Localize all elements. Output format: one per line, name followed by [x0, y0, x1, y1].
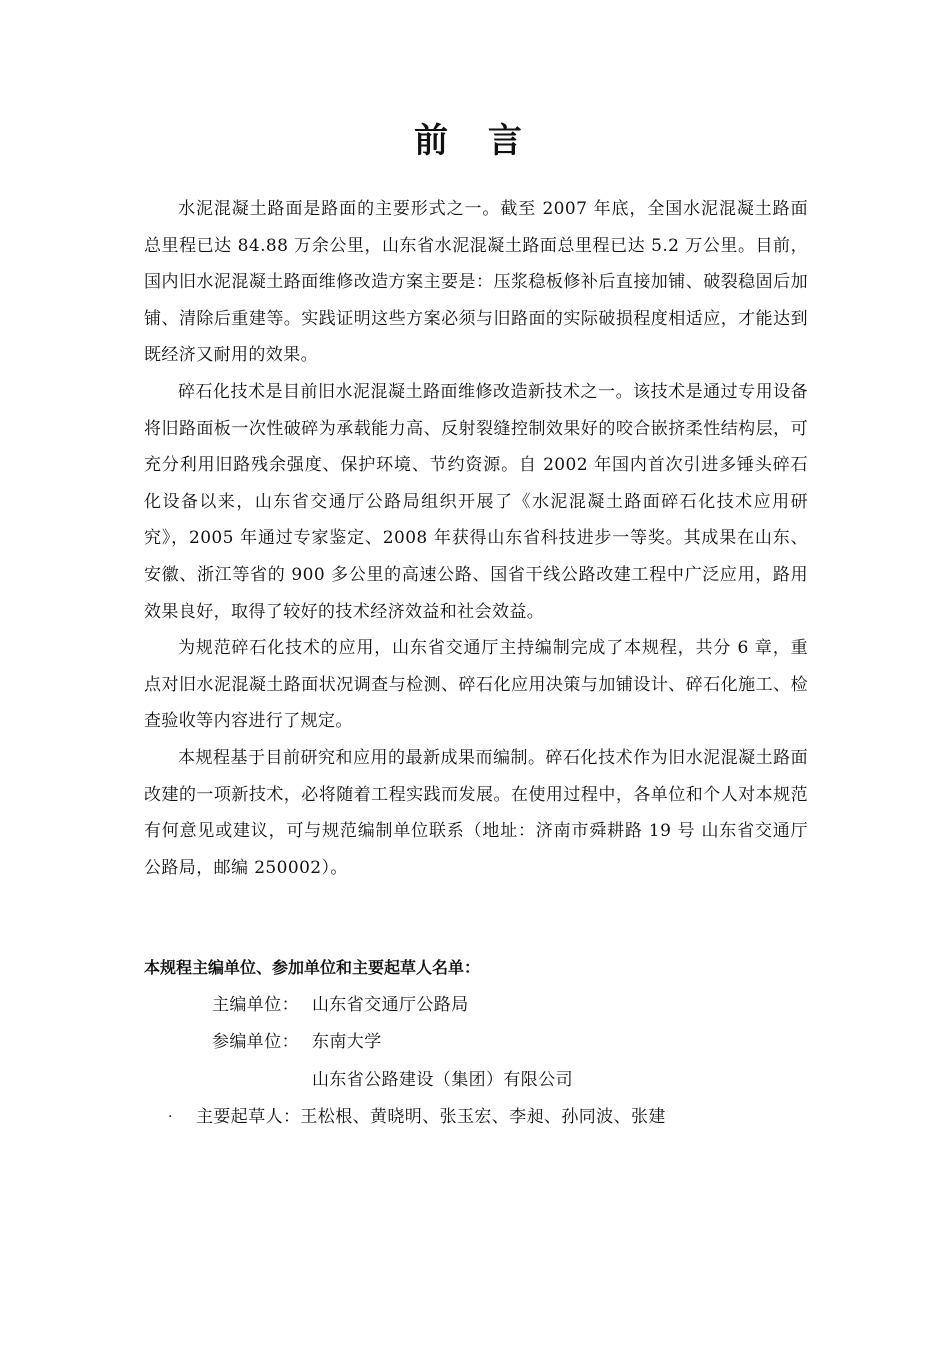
drafters-value: 王松根、黄晓明、张玉宏、李昶、孙同波、张建: [300, 1107, 666, 1127]
paragraph-1: 水泥混凝土路面是路面的主要形式之一。截至 2007 年底，全国水泥混凝土路面总里程已达 84.88 万余公里，山东省水泥混凝土路面总里程已达 5.2 万公里。目前，国内旧水泥混凝土路面维修改造方案主要是：压浆稳板修补后直接加铺、破裂稳固后加铺、清除后重建等。实践证明这些方案必须与旧路面的实际破损程度相适应，才能达到既经济又耐用的效果。: [144, 199, 808, 366]
credits-heading: 本规程主编单位、参加单位和主要起草人名单：: [144, 958, 481, 977]
participating-unit-label: 参编单位：: [212, 1032, 299, 1052]
participating-unit-value-2: 山东省公路建设（集团）有限公司: [312, 1070, 573, 1090]
drafters-row: [196, 1103, 666, 1131]
page-title: 前 言: [414, 121, 536, 161]
preface-body: [144, 191, 808, 886]
drafters-label: 主要起草人：: [196, 1107, 301, 1127]
chief-unit-label: 主编单位：: [212, 995, 299, 1015]
chief-unit-row: [212, 991, 469, 1019]
chief-unit-value: 山东省交通厅公路局: [312, 995, 469, 1015]
participating-unit-row: [212, 1028, 382, 1056]
paragraph-4: 本规程基于目前研究和应用的最新成果而编制。碎石化技术作为旧水泥混凝土路面改建的一项新技术，必将随着工程实践而发展。在使用过程中，各单位和个人对本规范有何意见或建议，可与规范编制单位联系（地址：济南市舜耕路 19 号 山东省交通厅公路局，邮编 250002）。: [144, 747, 808, 878]
participating-unit-row-2: [312, 1066, 573, 1094]
paragraph-3: 为规范碎石化技术的应用，山东省交通厅主持编制完成了本规程，共分 6 章，重点对旧水泥混凝土路面状况调查与检测、碎石化应用决策与加铺设计、碎石化施工、检查验收等内容进行了规定。: [144, 638, 808, 732]
stray-dot-mark: ·: [168, 1109, 173, 1125]
participating-unit-value-1: 东南大学: [312, 1032, 382, 1052]
paragraph-2: 碎石化技术是目前旧水泥混凝土路面维修改造新技术之一。该技术是通过专用设备将旧路面板一次性破碎为承载能力高、反射裂缝控制效果好的咬合嵌挤柔性结构层，可充分利用旧路残余强度、保护环境、节约资源。自 2002 年国内首次引进多锤头碎石化设备以来，山东省交通厅公路局组织开展了《水泥混凝土路面碎石化技术应用研究》，2005 年通过专家鉴定、2008 年获得山东省科技进步一等奖。其成果在山东、安徽、浙江等省的 900 多公里的高速公路、国省干线公路改建工程中广泛应用，路用效果良好，取得了较好的技术经济效益和社会效益。: [144, 381, 808, 622]
